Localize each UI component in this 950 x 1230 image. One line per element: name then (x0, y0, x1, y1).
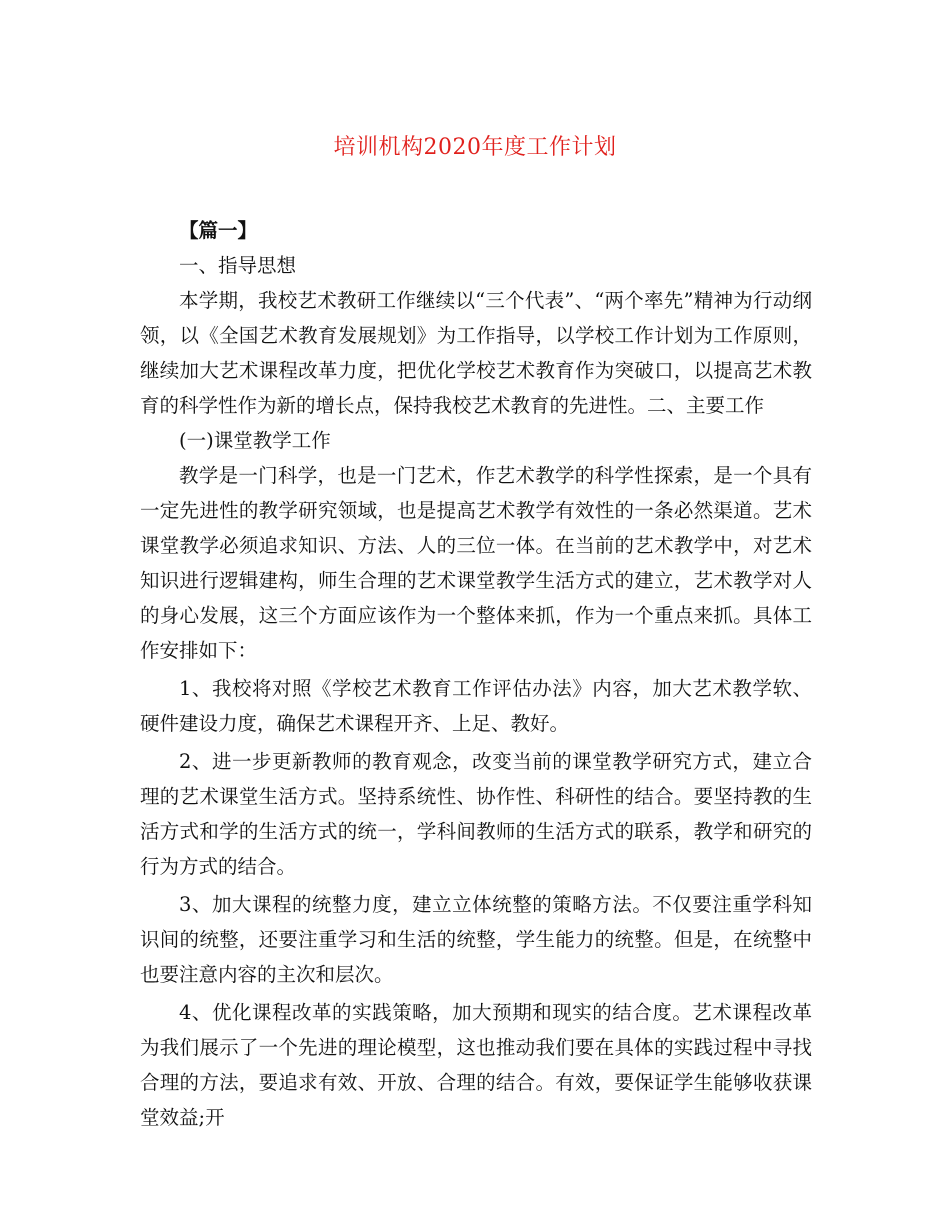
body-paragraph: 教学是一门科学，也是一门艺术，作艺术教学的科学性探索，是一个具有一定先进性的教学研究领域，也是提高艺术教学有效性的一条必然渠道。艺术课堂教学必须追求知识、方法、人的三位一体。在当前的艺术教学中，对艺术知识进行逻辑建构，师生合理的艺术课堂教学生活方式的建立，艺术教学对人的身心发展，这三个方面应该作为一个整体来抓，作为一个重点来抓。具体工作安排如下： (140, 464, 812, 662)
subsection-heading: (一)课堂教学工作 (179, 429, 331, 452)
section-heading: 【篇一】 (179, 219, 258, 242)
subsection-heading: 一、指导思想 (179, 254, 297, 277)
list-item: 2、进一步更新教师的教育观念，改变当前的课堂教学研究方式，建立合理的艺术课堂生活方式。坚持系统性、协作性、科研性的结合。要坚持教的生活方式和学的生活方式的统一，学科间教师的生活方式的联系，教学和研究的行为方式的结合。 (140, 750, 812, 878)
list-item: 1、我校将对照《学校艺术教育工作评估办法》内容，加大艺术教学软、硬件建设力度，确保艺术课程开齐、上足、教好。 (140, 677, 812, 735)
body-paragraph: 本学期，我校艺术教研工作继续以“三个代表”、“两个率先”精神为行动纲领，以《全国艺术教育发展规划》为工作指导，以学校工作计划为工作原则，继续加大艺术课程改革力度，把优化学校艺术教育作为突破口，以提高艺术教育的科学性作为新的增长点，保持我校艺术教育的先进性。二、主要工作 (140, 289, 812, 417)
document-body (140, 213, 812, 1135)
list-item: 3、加大课程的统整力度，建立立体统整的策略方法。不仅要注重学科知识间的统整，还要注重学习和生活的统整，学生能力的统整。但是，在统整中也要注意内容的主次和层次。 (140, 893, 812, 986)
list-item: 4、优化课程改革的实践策略，加大预期和现实的结合度。艺术课程改革为我们展示了一个先进的理论模型，这也推动我们要在具体的实践过程中寻找合理的方法，要追求有效、开放、合理的结合。有效，要保证学生能够收获课堂效益;开 (140, 1001, 812, 1129)
document-title: 培训机构2020年度工作计划 (333, 135, 617, 160)
